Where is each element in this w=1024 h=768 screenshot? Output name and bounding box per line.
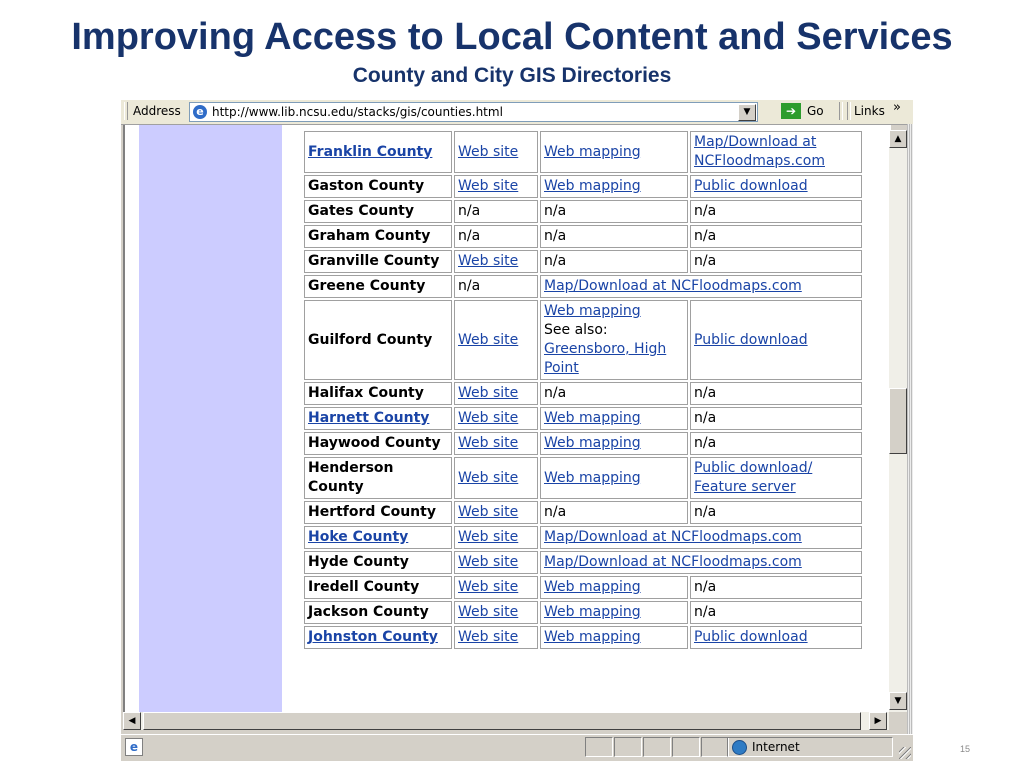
- county-name: Hertford County: [308, 504, 436, 520]
- table-row: [304, 551, 862, 574]
- county-name-cell: [304, 526, 452, 549]
- website-link: n/a: [458, 203, 481, 219]
- table-row: [304, 432, 862, 455]
- toolbar-separator: [847, 102, 851, 120]
- download-link: n/a: [694, 604, 717, 620]
- website-link[interactable]: Web site: [458, 604, 519, 620]
- website-link: n/a: [458, 228, 481, 244]
- website-link-cell: [454, 407, 538, 430]
- web-mapping-link[interactable]: Web mapping: [544, 410, 641, 426]
- web-mapping-link[interactable]: Web mapping: [544, 178, 641, 194]
- website-link[interactable]: Web site: [458, 579, 519, 595]
- county-name: Jackson County: [308, 604, 429, 620]
- website-link-cell: [454, 501, 538, 524]
- web-mapping-link-cell: [540, 457, 688, 499]
- download-link-cell: [690, 601, 862, 624]
- county-name: Graham County: [308, 228, 431, 244]
- download-link: n/a: [694, 410, 717, 426]
- download-link-cell: [690, 382, 862, 405]
- floodmaps-link[interactable]: Map/Download at NCFloodmaps.com: [544, 554, 802, 570]
- county-name-cell: [304, 200, 452, 223]
- table-row: [304, 457, 862, 499]
- table-row: [304, 501, 862, 524]
- county-name: Hyde County: [308, 554, 409, 570]
- download-link-cell: [690, 407, 862, 430]
- table-row: [304, 225, 862, 248]
- download-link: n/a: [694, 228, 717, 244]
- website-link-cell: [454, 131, 538, 173]
- table-row: [304, 626, 862, 649]
- web-mapping-link-cell: [540, 407, 688, 430]
- floodmaps-link-cell: [540, 275, 862, 298]
- horizontal-scroll-thumb[interactable]: [143, 712, 861, 730]
- download-link-cell: [690, 300, 862, 380]
- county-name-cell: [304, 551, 452, 574]
- page-content: [123, 125, 891, 712]
- scroll-left-button[interactable]: ◀: [123, 712, 141, 730]
- website-link[interactable]: Web site: [458, 143, 519, 160]
- website-link-cell: [454, 175, 538, 198]
- web-mapping-link[interactable]: Web mapping: [544, 579, 641, 595]
- download-link-cell: [690, 432, 862, 455]
- website-link[interactable]: Web site: [458, 629, 519, 645]
- county-name-cell: [304, 382, 452, 405]
- county-name: Henderson County: [308, 460, 394, 495]
- web-mapping-link: n/a: [544, 504, 567, 520]
- floodmaps-link-cell: [540, 551, 862, 574]
- download-link[interactable]: Map/Download at NCFloodmaps.com: [694, 134, 825, 169]
- table-row: [304, 200, 862, 223]
- scroll-down-button[interactable]: ▼: [889, 692, 907, 710]
- download-link: n/a: [694, 385, 717, 401]
- website-link-cell: [454, 601, 538, 624]
- download-link-cell: [690, 576, 862, 599]
- county-name[interactable]: Hoke County: [308, 529, 409, 545]
- web-mapping-link-cell: [540, 131, 688, 173]
- website-link[interactable]: Web site: [458, 435, 519, 451]
- county-name-cell: [304, 432, 452, 455]
- status-panel: [672, 737, 700, 757]
- website-link[interactable]: Web site: [458, 178, 519, 194]
- website-link[interactable]: Web site: [458, 504, 519, 520]
- county-name: Greene County: [308, 278, 426, 294]
- table-row: [304, 382, 862, 405]
- website-link[interactable]: Web site: [458, 385, 519, 401]
- county-name-cell: [304, 250, 452, 273]
- download-link: n/a: [694, 203, 717, 219]
- floodmaps-link[interactable]: Map/Download at NCFloodmaps.com: [544, 278, 802, 294]
- web-mapping-cell: [540, 300, 688, 380]
- horizontal-scrollbar[interactable]: [123, 712, 889, 730]
- county-name[interactable]: Harnett County: [308, 410, 430, 426]
- download-link[interactable]: Public download: [694, 331, 808, 348]
- download-link-cell: [690, 626, 862, 649]
- web-mapping-link[interactable]: Web mapping: [544, 303, 641, 319]
- website-link-cell: [454, 382, 538, 405]
- address-url[interactable]: http://www.lib.ncsu.edu/stacks/gis/counties.html: [212, 105, 503, 119]
- county-name: Granville County: [308, 253, 440, 269]
- see-also-label: See also:: [544, 322, 608, 338]
- website-link-cell: [454, 626, 538, 649]
- download-link[interactable]: Public download: [694, 629, 808, 645]
- zone-label: Internet: [752, 740, 800, 754]
- web-mapping-link[interactable]: Web mapping: [544, 143, 641, 160]
- table-row: [304, 275, 862, 298]
- window-edge: [907, 124, 913, 736]
- county-name: Halifax County: [308, 385, 424, 401]
- download-link-cell: [690, 175, 862, 198]
- website-link[interactable]: Web site: [458, 554, 519, 570]
- website-link-cell: [454, 300, 538, 380]
- county-name-cell: [304, 407, 452, 430]
- county-name-cell: [304, 501, 452, 524]
- scroll-thumb[interactable]: [889, 388, 907, 454]
- website-link-cell: [454, 200, 538, 223]
- table-row: [304, 250, 862, 273]
- web-mapping-link-cell: [540, 576, 688, 599]
- download-link: n/a: [694, 579, 717, 595]
- vertical-scrollbar[interactable]: [889, 130, 907, 712]
- website-link[interactable]: Web site: [458, 469, 519, 486]
- county-name: Gaston County: [308, 178, 425, 194]
- county-name-cell: [304, 225, 452, 248]
- web-mapping-link[interactable]: Web mapping: [544, 435, 641, 451]
- table-row: [304, 526, 862, 549]
- website-link[interactable]: Web site: [458, 529, 519, 545]
- address-bar: [121, 100, 913, 125]
- website-link-cell: [454, 225, 538, 248]
- web-mapping-link-cell: [540, 225, 688, 248]
- go-arrow-icon[interactable]: ➔: [781, 103, 801, 119]
- scroll-up-button[interactable]: ▲: [889, 130, 907, 148]
- web-mapping-link: n/a: [544, 203, 567, 219]
- web-mapping-link-cell: [540, 200, 688, 223]
- status-panel: [614, 737, 642, 757]
- download-link-cell: [690, 225, 862, 248]
- page-sidebar: [139, 125, 282, 712]
- website-link-cell: [454, 551, 538, 574]
- table-row: [304, 407, 862, 430]
- table-row: [304, 300, 862, 380]
- toolbar-separator: [839, 102, 843, 120]
- web-mapping-link[interactable]: Web mapping: [544, 469, 641, 486]
- website-link-cell: [454, 250, 538, 273]
- web-mapping-link-cell: [540, 175, 688, 198]
- county-name: Iredell County: [308, 579, 420, 595]
- floodmaps-link-cell: [540, 526, 862, 549]
- ie-page-icon: e: [193, 105, 207, 119]
- download-link: n/a: [694, 435, 717, 451]
- slide-number: 15: [960, 744, 971, 754]
- county-name-cell: [304, 300, 452, 380]
- county-name-cell: [304, 457, 452, 499]
- download-link[interactable]: Public download: [694, 178, 808, 194]
- website-link[interactable]: Web site: [458, 253, 519, 269]
- website-link-cell: [454, 526, 538, 549]
- floodmaps-link[interactable]: Map/Download at NCFloodmaps.com: [544, 529, 802, 545]
- web-mapping-link: n/a: [544, 253, 567, 269]
- download-link: n/a: [694, 253, 717, 269]
- website-link[interactable]: Web site: [458, 410, 519, 426]
- county-name: Gates County: [308, 203, 414, 219]
- county-name: Guilford County: [308, 331, 433, 348]
- address-input[interactable]: [189, 102, 758, 122]
- county-name[interactable]: Johnston County: [308, 629, 438, 645]
- go-button[interactable]: Go: [807, 104, 824, 118]
- address-label: Address: [133, 104, 181, 118]
- links-chevron-icon[interactable]: »: [893, 100, 901, 115]
- website-link[interactable]: Web site: [458, 331, 519, 348]
- website-link-cell: [454, 275, 538, 298]
- resize-grip-icon[interactable]: [899, 747, 911, 759]
- status-panel: [701, 737, 729, 757]
- website-link-cell: [454, 432, 538, 455]
- table-row: [304, 601, 862, 624]
- download-link-cell: [690, 457, 862, 499]
- status-panel: [585, 737, 613, 757]
- web-mapping-link-cell: [540, 626, 688, 649]
- download-link-cell: [690, 131, 862, 173]
- web-mapping-link-cell: [540, 250, 688, 273]
- address-dropdown-button[interactable]: ▼: [738, 104, 756, 121]
- globe-icon: [732, 740, 747, 755]
- slide-subtitle: County and City GIS Directories: [352, 64, 672, 87]
- page-status-icon: e: [125, 738, 143, 756]
- web-mapping-link: n/a: [544, 385, 567, 401]
- county-name-cell: [304, 175, 452, 198]
- toolbar-grip[interactable]: [124, 102, 128, 120]
- download-link-cell: [690, 200, 862, 223]
- website-link-cell: [454, 457, 538, 499]
- web-mapping-link-cell: [540, 432, 688, 455]
- county-name: Haywood County: [308, 435, 441, 451]
- status-panel: [643, 737, 671, 757]
- county-name-cell: [304, 626, 452, 649]
- table-row: [304, 131, 862, 173]
- county-name-cell: [304, 576, 452, 599]
- county-name-cell: [304, 131, 452, 173]
- website-link-cell: [454, 576, 538, 599]
- county-gis-table: [302, 129, 864, 651]
- table-row: [304, 175, 862, 198]
- see-also-link[interactable]: Greensboro, High Point: [544, 341, 667, 376]
- download-link-cell: [690, 250, 862, 273]
- slide-title: Improving Access to Local Content and Services: [71, 16, 953, 58]
- web-mapping-link-cell: [540, 382, 688, 405]
- download-link: n/a: [694, 504, 717, 520]
- security-zone: [727, 737, 893, 757]
- status-bar: [121, 734, 913, 761]
- web-mapping-link[interactable]: Web mapping: [544, 629, 641, 645]
- links-button[interactable]: Links: [854, 104, 885, 118]
- county-name[interactable]: Franklin County: [308, 143, 433, 160]
- county-name-cell: [304, 601, 452, 624]
- table-row: [304, 576, 862, 599]
- website-link: n/a: [458, 278, 481, 294]
- download-link[interactable]: Public download/ Feature server: [694, 460, 813, 495]
- browser-window: [121, 100, 913, 760]
- web-mapping-link-cell: [540, 501, 688, 524]
- web-mapping-link[interactable]: Web mapping: [544, 604, 641, 620]
- web-mapping-link-cell: [540, 601, 688, 624]
- web-mapping-link: n/a: [544, 228, 567, 244]
- scroll-right-button[interactable]: ▶: [869, 712, 887, 730]
- county-name-cell: [304, 275, 452, 298]
- download-link-cell: [690, 501, 862, 524]
